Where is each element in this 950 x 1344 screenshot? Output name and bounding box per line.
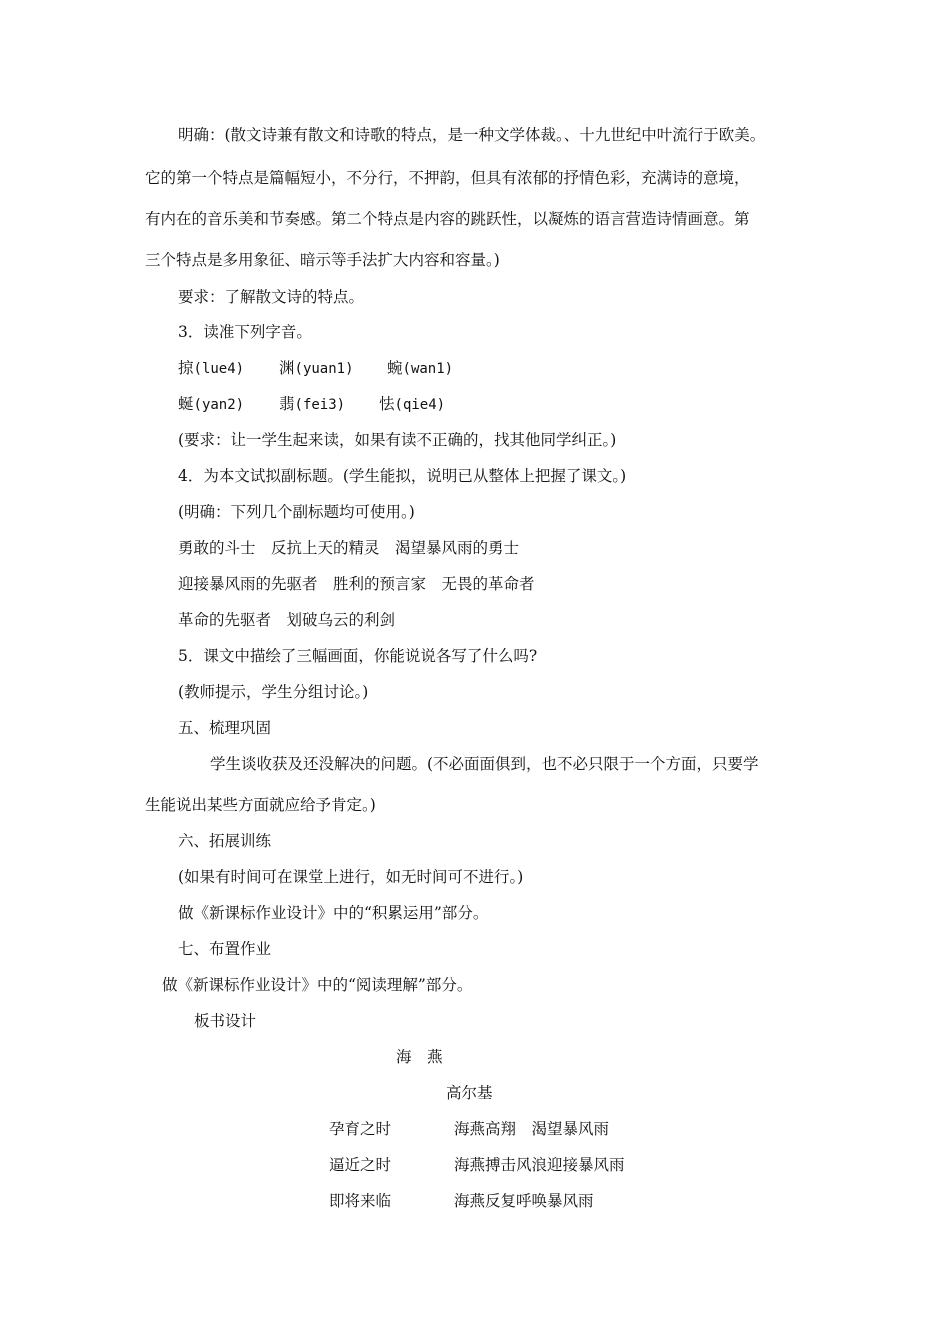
requirement-text: 要求：了解散文诗的特点。 [178,288,365,306]
section-six-note: (如果有时间可在课堂上进行，如无时间可不进行。) [178,868,524,886]
pronunciation-pinyin: (qie4) [394,397,446,413]
pronunciation-row-2 [178,394,578,414]
pronunciation-pinyin: (yuan1) [294,361,354,377]
pictures-task-heading: 5．课文中描绘了三幅画面，你能说说各写了什么吗? [178,647,538,665]
mingque-line-2: 它的第一个特点是篇幅短小，不分行，不押韵，但具有浓郁的抒情色彩，充满诗的意境， [145,169,750,187]
pronunciation-item [279,394,345,415]
section-five-heading: 五、梳理巩固 [178,719,272,737]
board-row-left: 孕育之时 [329,1120,392,1138]
pronunciation-item [387,358,453,379]
section-five-line-1: 学生谈收获及还没解决的问题。(不必面面俱到，也不必只限于一个方面，只要学 [210,755,759,773]
pronunciation-heading: 3．读准下列字音。 [178,323,312,341]
pronunciation-pinyin: (lue4) [193,361,245,377]
subtitle-options-line-3: 革命的先驱者 划破乌云的利剑 [178,611,396,629]
subtitle-task-note: (明确：下列几个副标题均可使用。) [178,503,415,521]
board-row [0,1155,950,1175]
pronunciation-pinyin: (fei3) [294,397,346,413]
pronunciation-item [379,394,445,415]
board-title: 海 燕 [396,1048,443,1066]
section-six-heading: 六、拓展训练 [178,832,272,850]
pronunciation-char: 蜿 [387,359,403,377]
board-row-right: 海燕反复呼唤暴风雨 [454,1192,594,1210]
pronunciation-row-1 [178,358,578,378]
subtitle-options-line-1: 勇敢的斗士 反抗上天的精灵 渴望暴风雨的勇士 [178,539,520,557]
mingque-line-4: 三个特点是多用象征、暗示等手法扩大内容和容量。) [145,251,500,269]
pronunciation-item [178,358,244,379]
pronunciation-item [178,394,244,415]
mingque-line-1: 明确：(散文诗兼有散文和诗歌的特点，是一种文学体裁。、十九世纪中叶流行于欧美。 [178,126,766,144]
board-row-left: 逼近之时 [329,1156,392,1174]
pronunciation-pinyin: (yan2) [193,397,245,413]
section-six-task: 做《新课标作业设计》中的“积累运用”部分。 [178,904,489,922]
pronunciation-char: 渊 [279,359,295,377]
section-seven-task: 做《新课标作业设计》中的“阅读理解”部分。 [162,976,473,994]
section-five-line-2: 生能说出某些方面就应给予肯定。) [145,796,376,814]
pronunciation-note: (要求：让一学生起来读，如果有读不正确的，找其他同学纠正。) [178,431,617,449]
board-row-right: 海燕高翔 渴望暴风雨 [454,1120,610,1138]
board-row [0,1119,950,1139]
pronunciation-char: 怯 [379,395,395,413]
pronunciation-pinyin: (wan1) [402,361,454,377]
section-seven-heading: 七、布置作业 [178,940,272,958]
board-row [0,1191,950,1211]
subtitle-options-line-2: 迎接暴风雨的先驱者 胜利的预言家 无畏的革命者 [178,575,535,593]
subtitle-task-heading: 4．为本文试拟副标题。(学生能拟，说明已从整体上把握了课文。) [178,467,627,485]
board-row-left: 即将来临 [329,1192,392,1210]
pronunciation-char: 掠 [178,359,194,377]
board-author: 高尔基 [446,1084,493,1102]
pronunciation-char: 翡 [279,395,295,413]
pictures-task-note: (教师提示，学生分组讨论。) [178,683,369,701]
board-label: 板书设计 [194,1012,257,1030]
pronunciation-item [279,358,354,379]
board-row-right: 海燕搏击风浪迎接暴风雨 [454,1156,625,1174]
pronunciation-char: 蜒 [178,395,194,413]
mingque-line-3: 有内在的音乐美和节奏感。第二个特点是内容的跳跃性，以凝炼的语言营造诗情画意。第 [145,210,750,228]
